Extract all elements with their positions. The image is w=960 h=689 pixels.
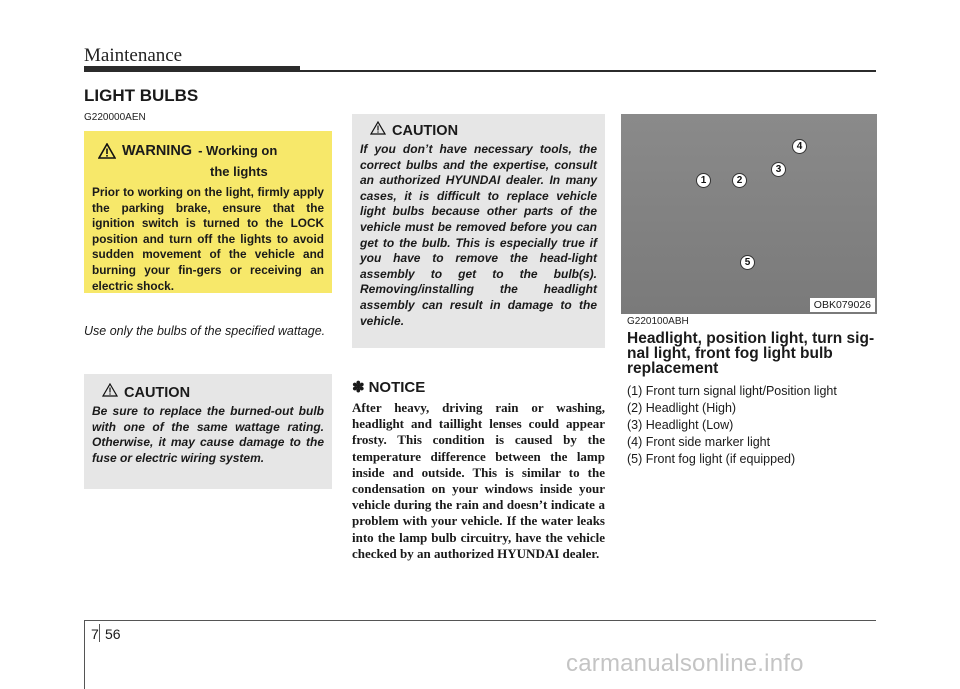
caution-icon [370, 121, 386, 140]
watermark: carmanualsonline.info [566, 650, 804, 677]
replacement-title: Headlight, position light, turn sig-nal light, front fog light bulb replacement [627, 330, 875, 377]
caution-icon [102, 383, 118, 402]
page-separator [99, 624, 100, 642]
notice-text: After heavy, driving rain or washing, headlight and taillight lenses could appear frosty. This condition is caused by the temperature difference between the lamp inside and outside. This is similar to the condensation on your windows inside your vehicle during the rain and doesn’t indicate a problem with your vehicle. If the water leaks into the lamp bulb circuitry, have the vehicle checked by an authorized HYUNDAI dealer. [352, 400, 605, 561]
marker-3: 3 [771, 162, 786, 177]
marker-5: 5 [740, 255, 755, 270]
bulb-list [627, 383, 837, 468]
warning-icon [98, 143, 116, 164]
figure-label: OBK079026 [810, 298, 875, 312]
warning-subtitle: - Working on [198, 143, 278, 158]
marker-4: 4 [792, 139, 807, 154]
asterisk-icon: ✽ [352, 379, 365, 396]
warning-title: WARNING [122, 143, 193, 159]
page-header-title: Maintenance [84, 45, 183, 66]
section-title: LIGHT BULBS [84, 86, 199, 105]
warning-box [84, 131, 332, 293]
replacement-code: G220100ABH [627, 316, 689, 327]
list-item: (2) Headlight (High) [627, 401, 737, 415]
notice-heading [352, 378, 425, 396]
footer-rule [84, 620, 876, 621]
warning-text: Prior to working on the light, firmly apply the parking brake, ensure that the ignition switch is turned to the LOCK position and turn off the lights to avoid sudden movement of the vehicle and burning your fin-gers or receiving an electric shock. [92, 185, 324, 293]
list-item: (5) Front fog light (if equipped) [627, 452, 796, 466]
list-item: (3) Headlight (Low) [627, 418, 734, 432]
marker-2: 2 [732, 173, 747, 188]
footer-vertical-rule [84, 620, 85, 689]
list-item: (1) Front turn signal light/Position light [627, 384, 837, 398]
wattage-note: Use only the bulbs of the specified wattage. [84, 324, 326, 338]
chapter-number: 7 [91, 626, 99, 642]
caution-box-left [84, 374, 332, 489]
caution-title: CAUTION [124, 384, 191, 401]
warning-subtitle-line2: the lights [210, 164, 268, 179]
marker-1: 1 [696, 173, 711, 188]
notice-title: NOTICE [368, 378, 426, 396]
list-item: (4) Front side marker light [627, 435, 771, 449]
section-code: G220000AEN [84, 112, 146, 123]
caution-text: Be sure to replace the burned-out bulb with one of the same wattage rating. Otherwise, it may cause damage to the fuse or electric wiring system. [92, 404, 324, 465]
caution-title: CAUTION [392, 122, 459, 139]
headlight-photo [621, 114, 877, 314]
caution-text: If you don’t have necessary tools, the correct bulbs and the expertise, consult an authorized HYUNDAI dealer. In many cases, it is difficult to replace vehicle light bulbs because other parts of the vehicle must be removed before you can get to the bulb. This is especially true if you have to remove the head-light assembly to get to the bulb(s). Removing/installing the headlight assembly can result in damage to the vehicle. [360, 142, 597, 328]
header-bar [84, 66, 300, 72]
caution-box-middle [352, 114, 605, 348]
header-rule [300, 70, 876, 72]
page-number: 56 [105, 626, 121, 642]
